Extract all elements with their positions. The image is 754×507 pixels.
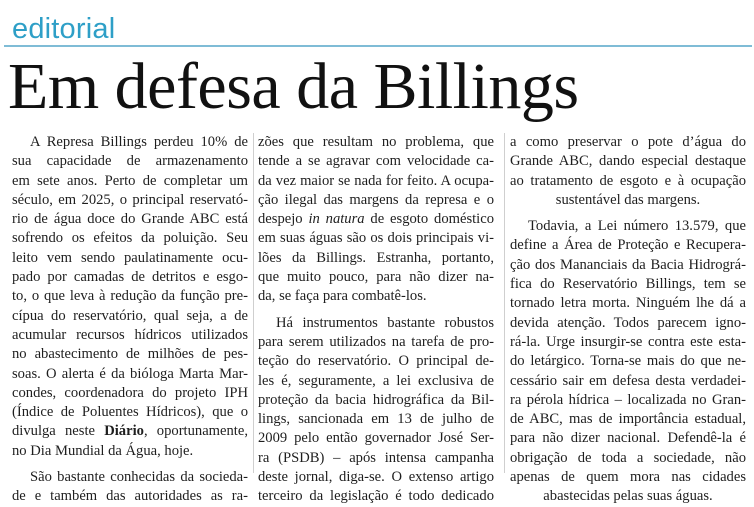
text-run: de ABC, mas de importância estadual, xyxy=(510,411,746,428)
text-line xyxy=(12,152,248,171)
text-line xyxy=(12,442,248,461)
text-run: de e também das autoridades as ra- xyxy=(12,488,248,505)
text-run: Todavia, a Lei número 13.579, que xyxy=(528,218,746,235)
text-line xyxy=(510,152,746,171)
text-run: despejo xyxy=(258,211,309,228)
text-run: abastecidas pelas suas águas. xyxy=(543,488,713,505)
text-run: que muito pouco, para não dizer na- xyxy=(258,269,494,286)
text-line xyxy=(12,422,248,441)
text-run: A Represa Billings perdeu 10% de xyxy=(30,134,248,150)
text-line xyxy=(258,372,494,391)
text-line xyxy=(258,229,494,248)
text-run: rá-la. Urge insurgir-se contra este esta- xyxy=(510,333,746,350)
text-line xyxy=(12,287,248,306)
text-line xyxy=(510,333,746,352)
text-run: século, em 2025, o principal reservató- xyxy=(12,191,248,208)
text-run: ção dos Mananciais da Bacia Hidrográ- xyxy=(510,256,746,273)
text-line xyxy=(258,391,494,410)
text-run: Há instrumentos bastante robustos xyxy=(276,314,494,331)
text-line xyxy=(510,391,746,410)
text-line xyxy=(12,191,248,210)
text-run: ra (PSDB) – após intensa campanha xyxy=(258,449,494,466)
text-line xyxy=(258,152,494,171)
text-run: (Índice de Poluentes Hídricos), que o xyxy=(12,404,248,421)
text-line xyxy=(12,384,248,403)
text-line xyxy=(258,210,494,229)
text-line xyxy=(258,487,494,506)
text-run: para serem utilizados na tarefa de pro- xyxy=(258,333,494,350)
text-line xyxy=(510,294,746,313)
text-line xyxy=(12,326,248,345)
text-run: leito vem sendo paulatinamente ocu- xyxy=(12,249,248,266)
text-line xyxy=(510,256,746,275)
text-line xyxy=(258,268,494,287)
text-line xyxy=(510,429,746,448)
text-line xyxy=(510,468,746,487)
text-line xyxy=(12,172,248,191)
text-line xyxy=(12,249,248,268)
text-run: devida atenção. Todos parecem igno- xyxy=(510,314,746,331)
text-line xyxy=(510,191,746,210)
text-run: sofrendo os efeitos da poluição. Seu xyxy=(12,230,248,247)
text-line xyxy=(510,372,746,391)
text-line xyxy=(510,410,746,429)
text-line xyxy=(12,468,248,487)
text-line xyxy=(258,410,494,429)
text-run: terceiro da legislação é todo dedicado xyxy=(258,488,494,505)
text-line xyxy=(510,172,746,191)
text-line xyxy=(510,314,746,333)
text-run: soas. O alerta é da bióloga Marta Mar- xyxy=(12,365,248,382)
text-run: proteção da bacia hidrográfica da Bil- xyxy=(258,391,494,408)
text-line xyxy=(258,314,494,333)
text-run: Grande ABC, dando especial destaque xyxy=(510,153,746,170)
text-run: divulga neste xyxy=(12,423,105,440)
text-line xyxy=(258,191,494,210)
text-run: sua capacidade de armazenamento xyxy=(12,153,248,170)
text-run: rio de água doce do Grande ABC está xyxy=(12,211,248,228)
text-line xyxy=(510,133,746,152)
text-run: São bastante conhecidas da socieda- xyxy=(30,469,248,486)
text-line xyxy=(510,449,746,468)
text-run: cípua do reservatório, qual seja, a de xyxy=(12,307,248,324)
text-line xyxy=(258,287,494,306)
text-run: pado por camadas de detritos e esgo- xyxy=(12,269,248,286)
bold-run: Diário xyxy=(104,423,144,440)
section-header xyxy=(4,3,752,49)
text-run: de esgoto doméstico xyxy=(364,211,494,228)
text-run: ra pérola hídrica – localizada no Gran- xyxy=(510,391,746,408)
column-divider xyxy=(504,133,505,473)
text-run: define a Área de Proteção e Recupera- xyxy=(510,237,746,254)
paragraph-gap xyxy=(12,461,248,468)
text-line xyxy=(510,487,746,506)
text-run: condes, coordenadora do projeto IPH xyxy=(12,384,248,401)
text-run: lings, sancionada em 13 de julho de xyxy=(258,411,494,428)
text-run: deste jornal, diga-se. O extenso artigo xyxy=(258,469,494,486)
text-run: a como preservar o pote d’água do xyxy=(510,134,746,150)
text-line xyxy=(12,365,248,384)
text-run: obrigação de toda a sociedade, não xyxy=(510,449,746,466)
text-run: teção do reservatório. O principal de- xyxy=(258,353,494,370)
text-run: zões que resultam no problema, que xyxy=(258,134,494,150)
text-line xyxy=(510,217,746,236)
text-line xyxy=(510,352,746,371)
text-line xyxy=(258,172,494,191)
text-run: tornado letra morta. Ninguém lhe dá a xyxy=(510,295,746,312)
text-run: para não dizer nacional. Defendê-la é xyxy=(510,430,746,447)
article-column-1 xyxy=(12,133,248,507)
text-run: acumular recursos hídricos utilizados xyxy=(12,326,248,343)
text-line xyxy=(258,352,494,371)
text-run: em sete anos. Perto de completar um xyxy=(12,172,248,189)
headline: Em defesa da Billings xyxy=(8,50,579,123)
text-line xyxy=(12,229,248,248)
text-line xyxy=(12,403,248,422)
text-line xyxy=(12,345,248,364)
text-run: cessário sair em defesa desta verdadei- xyxy=(510,372,746,389)
text-line xyxy=(12,487,248,506)
article-column-2 xyxy=(258,133,494,507)
text-run: sustentável das margens. xyxy=(555,191,701,208)
text-run: ao tratamento de esgoto e à ocupação xyxy=(510,172,746,189)
text-run: lões da Billings. Estranha, portanto, xyxy=(258,249,494,266)
section-kicker: editorial xyxy=(12,13,116,45)
text-line xyxy=(258,333,494,352)
text-run: da, se faça para combatê-los. xyxy=(258,288,427,305)
italic-run: in natura xyxy=(308,211,365,228)
text-line xyxy=(258,249,494,268)
text-run: to, o que leva à redução da função pre- xyxy=(12,288,248,305)
paragraph-gap xyxy=(510,210,746,217)
text-line xyxy=(510,275,746,294)
column-divider xyxy=(253,133,254,473)
text-line xyxy=(12,133,248,152)
text-run: apenas de quem mora nas cidades xyxy=(510,469,746,486)
text-run: do letárgico. Torna-se mais do que ne- xyxy=(510,353,746,370)
text-run: em suas águas são os dois principais vi- xyxy=(258,230,494,247)
text-line xyxy=(258,449,494,468)
text-run: tende a se agravar com velocidade ca- xyxy=(258,153,494,170)
text-run: ção ilegal das margens da represa e o xyxy=(258,191,494,208)
paragraph-gap xyxy=(258,307,494,314)
text-run: no abastecimento de milhões de pes- xyxy=(12,346,248,363)
text-run: fica do Reservatório Billings, tem se xyxy=(510,276,746,293)
section-rule xyxy=(4,45,752,47)
article-column-3 xyxy=(510,133,746,507)
text-run: 2009 pelo então governador José Ser- xyxy=(258,430,494,447)
text-line xyxy=(12,210,248,229)
text-line xyxy=(12,307,248,326)
text-run: les é, seguramente, a lei exclusiva de xyxy=(258,372,494,389)
text-line xyxy=(12,268,248,287)
text-run: no Dia Mundial da Água, hoje. xyxy=(12,442,194,459)
text-run: da vez maior se nada for feito. A ocupa- xyxy=(258,172,494,189)
text-run: , oportunamente, xyxy=(143,423,248,440)
text-line xyxy=(258,133,494,152)
text-line xyxy=(510,236,746,255)
text-line xyxy=(258,429,494,448)
text-line xyxy=(258,468,494,487)
